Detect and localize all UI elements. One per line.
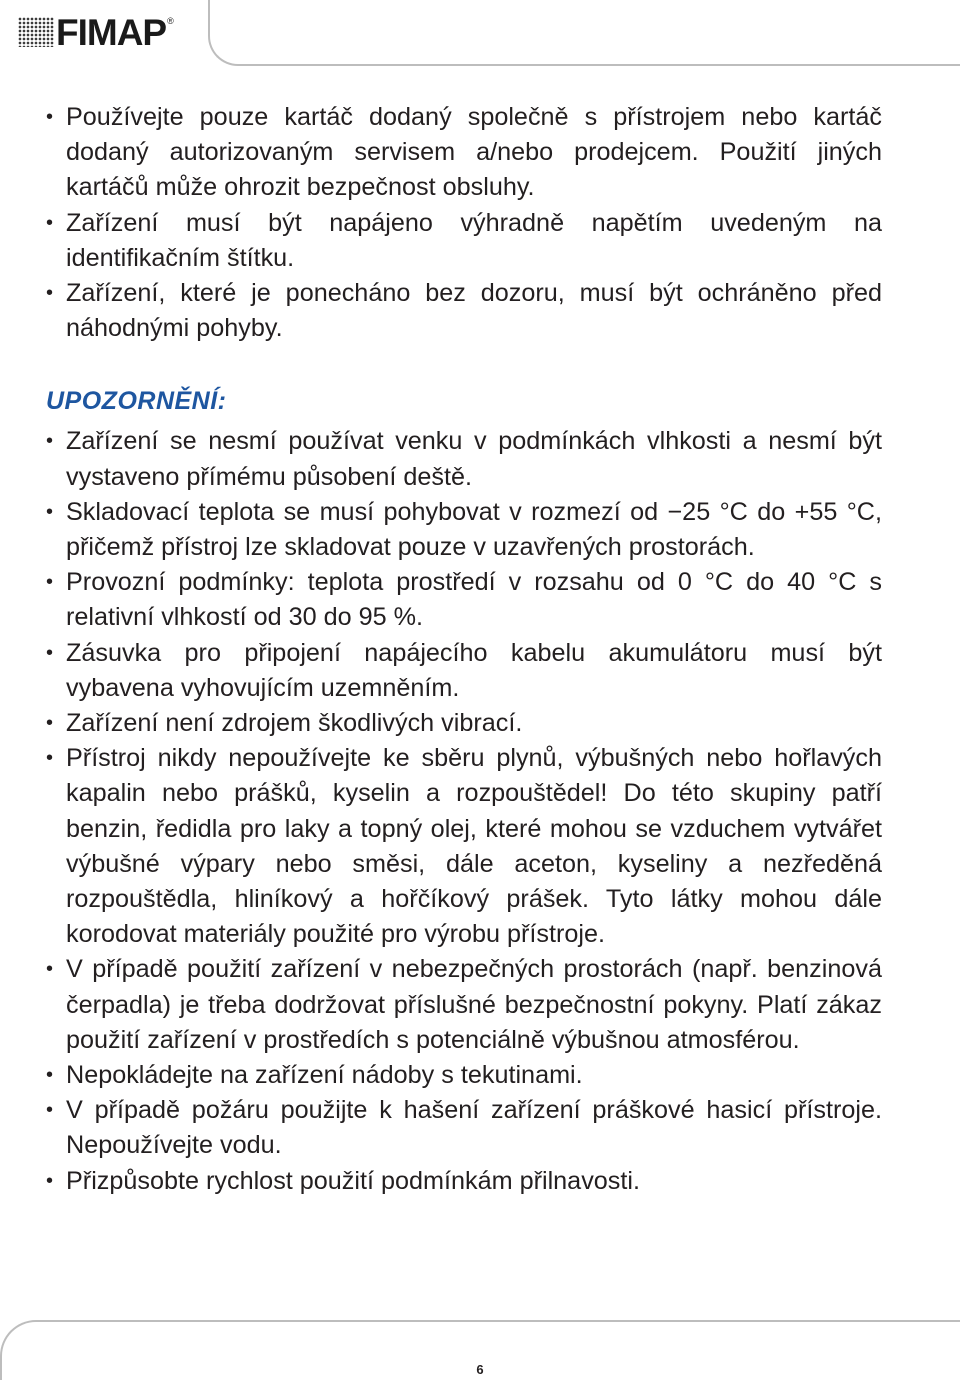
bullet-icon: • (46, 1099, 54, 1122)
list-item (46, 1058, 882, 1093)
list-item-text: Zařízení se nesmí používat venku v podmínkách vlhkosti a nesmí být vystaveno přímému působení deště. (66, 427, 882, 491)
bullet-icon: • (46, 641, 54, 664)
list-item-text: V případě použití zařízení v nebezpečných prostorách (např. benzinová čerpadla) je třeba dodržovat příslušné bezpečnostní pokyny. Platí zákaz použití zařízení v prostředích s potenciálně výbušnou atmosférou. (66, 955, 882, 1054)
safety-list-warning (46, 424, 882, 1198)
fimap-logo (18, 11, 174, 53)
list-item (46, 206, 882, 276)
bullet-icon: • (46, 500, 54, 523)
list-item-text: Nepokládejte na zařízení nádoby s tekutinami. (66, 1061, 583, 1090)
bullet-icon: • (46, 712, 54, 735)
page-number: 6 (476, 1362, 484, 1377)
bullet-icon: • (46, 211, 54, 234)
list-item-text: V případě požáru použijte k hašení zařízení práškové hasicí přístroje. Nepoužívejte vodu. (66, 1096, 882, 1160)
list-item-text: Zásuvka pro připojení napájecího kabelu akumulátoru musí být vybavena vyhovujícím uzemněním. (66, 638, 882, 702)
logo-registered-mark: ® (167, 16, 174, 26)
list-item (46, 636, 882, 706)
bullet-icon: • (46, 958, 54, 981)
list-item (46, 952, 882, 1058)
list-item-text: Zařízení, které je ponecháno bez dozoru, musí být ochráněno před náhodnými pohyby. (66, 279, 882, 343)
list-item (46, 424, 882, 494)
list-item-text: Skladovací teplota se musí pohybovat v rozmezí od −25 °C do +55 °C, přičemž přístroj lze skladovat pouze v uzavřených prostorách. (66, 497, 882, 562)
header-frame-line (208, 0, 960, 66)
list-item (46, 565, 882, 635)
page-content (46, 100, 882, 1199)
bullet-icon: • (46, 747, 54, 770)
safety-list-top (46, 100, 882, 346)
logo-dot-pattern-icon (18, 17, 54, 47)
list-item-text: Přizpůsobte rychlost použití podmínkám přilnavosti. (66, 1166, 640, 1195)
list-item (46, 100, 882, 206)
list-item-text: Používejte pouze kartáč dodaný společně s přístrojem nebo kartáč dodaný autorizovaným servisem a/nebo prodejcem. Použití jiných kartáčů může ohrozit bezpečnost obsluhy. (66, 103, 882, 202)
list-item-text: Zařízení musí být napájeno výhradně napětím uvedeným na identifikačním štítku. (66, 208, 882, 272)
bullet-icon: • (46, 1064, 54, 1087)
list-item (46, 1093, 882, 1163)
logo-text: FIMAP (56, 11, 167, 53)
bullet-icon: • (46, 430, 54, 453)
bullet-icon: • (46, 282, 54, 305)
list-item (46, 276, 882, 346)
list-item-text: Provozní podmínky: teplota prostředí v rozsahu od 0 °C do 40 °C s relativní vlhkostí od 30 do 95 %. (66, 568, 882, 632)
bullet-icon: • (46, 106, 54, 128)
warning-heading: UPOZORNĚNÍ: (46, 387, 227, 416)
list-item (46, 495, 882, 565)
list-item-text: Přístroj nikdy nepoužívejte ke sběru plynů, výbušných nebo hořlavých kapalin nebo prášků, kyselin a rozpouštědel! Do této skupiny patří benzin, ředidla pro laky a topný olej, které mohou se vzduchem vytvářet výbušné výpary nebo směsi, dále aceton, kyseliny a nezředěná rozpouštědla, hliníkový a hořčíkový prášek. Tyto látky mohou dále korodovat materiály použité pro výrobu přístroje. (66, 744, 882, 949)
bullet-icon: • (46, 571, 54, 594)
list-item (46, 741, 882, 952)
list-item (46, 1164, 882, 1199)
list-item (46, 706, 882, 741)
bullet-icon: • (46, 1169, 54, 1192)
list-item-text: Zařízení není zdrojem škodlivých vibrací. (66, 709, 523, 738)
